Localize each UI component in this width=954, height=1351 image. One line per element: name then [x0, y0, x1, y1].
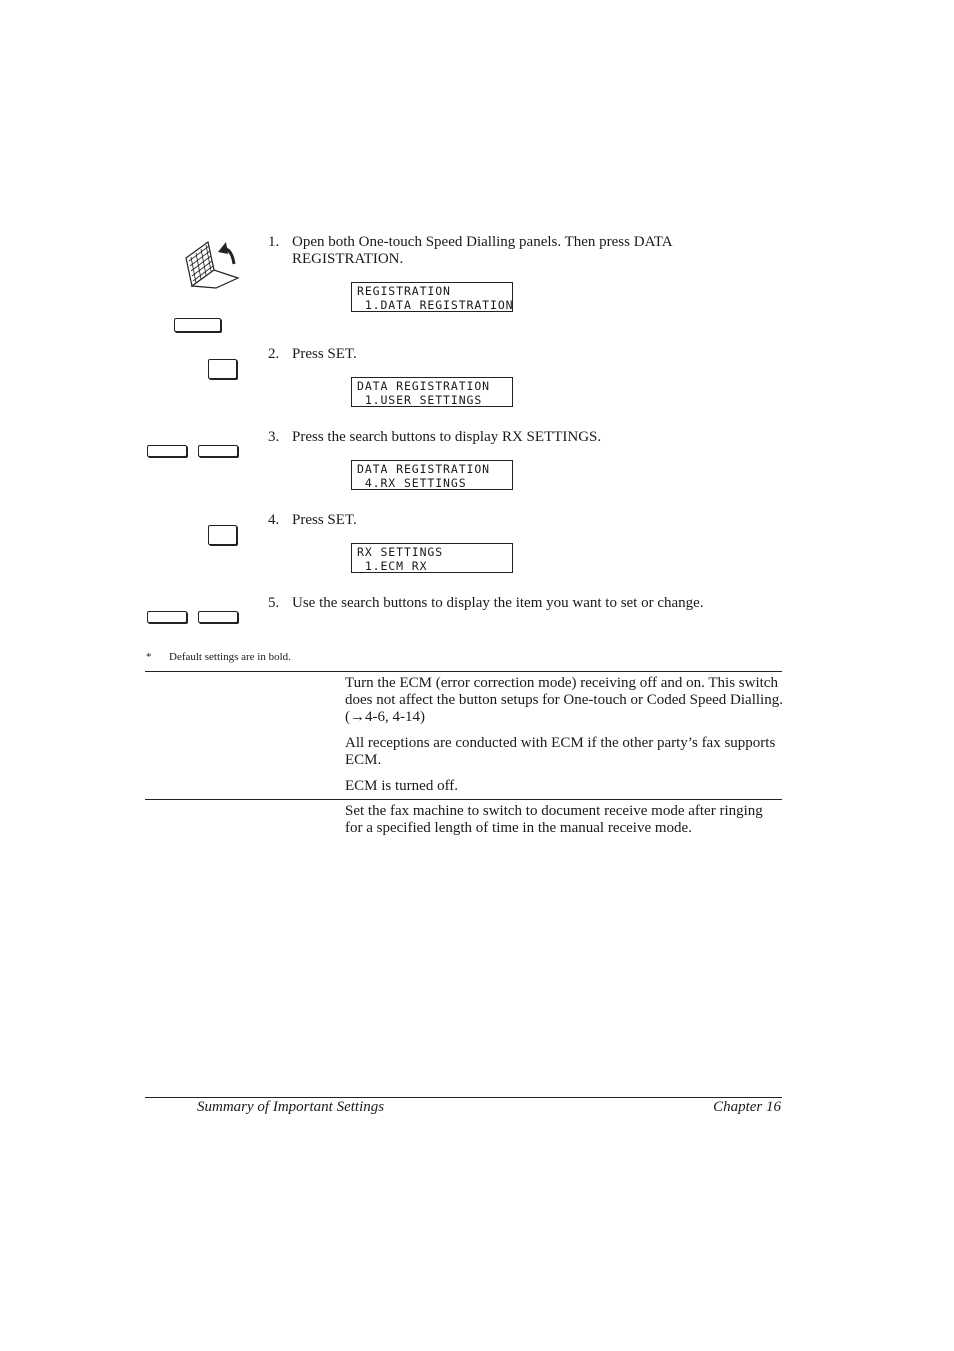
step-text: Open both One-touch Speed Dialling panels. Then press DATA REGISTRATION.	[292, 234, 672, 267]
table-rule	[145, 671, 782, 672]
step-text: Press the search buttons to display RX SETTINGS.	[292, 429, 602, 445]
step-number: 1.	[268, 234, 280, 250]
footer-chapter: Chapter 16	[713, 1099, 781, 1115]
step-number: 2.	[268, 346, 280, 362]
search-right-button[interactable]	[198, 611, 238, 623]
lcd-line: DATA REGISTRATION	[357, 462, 491, 476]
switch-description: Set the fax machine to switch to document receive mode after ringing for a specified length of time in the manual receive mode.	[345, 803, 763, 836]
lcd-line: 1.DATA REGISTRATION	[357, 298, 514, 312]
step-text: Press SET.	[292, 512, 357, 528]
step-number: 4.	[268, 512, 280, 528]
lcd-line: REGISTRATION	[357, 284, 451, 298]
lcd-line: 1.ECM RX	[357, 559, 428, 573]
lcd-line: 1.USER SETTINGS	[357, 393, 483, 407]
one-touch-panel-icon	[180, 238, 242, 290]
ecm-description: Turn the ECM (error correction mode) receiving off and on. This switch does not affect the button setups for One-touch or Coded Speed Dialling. (→4-6, 4-14)	[345, 675, 783, 725]
data-registration-button[interactable]	[174, 318, 221, 332]
set-button[interactable]	[208, 359, 237, 379]
step-text: Press SET.	[292, 346, 357, 362]
search-left-button[interactable]	[147, 611, 187, 623]
table-rule	[145, 799, 782, 800]
footer-rule	[145, 1097, 782, 1098]
footer-title: Summary of Important Settings	[197, 1099, 385, 1115]
step-number: 5.	[268, 595, 280, 611]
step-text: Use the search buttons to display the item you want to set or change.	[292, 595, 704, 611]
search-right-button[interactable]	[198, 445, 238, 457]
lcd-line: DATA REGISTRATION	[357, 379, 491, 393]
lcd-display	[351, 377, 513, 407]
note-text: Default settings are in bold.	[169, 651, 291, 663]
ecm-on-description: All receptions are conducted with ECM if the other party’s fax supports ECM.	[345, 735, 776, 768]
step-number: 3.	[268, 429, 280, 445]
ecm-off-description: ECM is turned off.	[345, 778, 459, 794]
lcd-line: RX SETTINGS	[357, 545, 444, 559]
set-button[interactable]	[208, 525, 237, 545]
search-left-button[interactable]	[147, 445, 187, 457]
lcd-line: 4.RX SETTINGS	[357, 476, 467, 490]
lcd-display	[351, 282, 513, 312]
note-asterisk: *	[146, 651, 152, 663]
lcd-display	[351, 543, 513, 573]
lcd-display	[351, 460, 513, 490]
